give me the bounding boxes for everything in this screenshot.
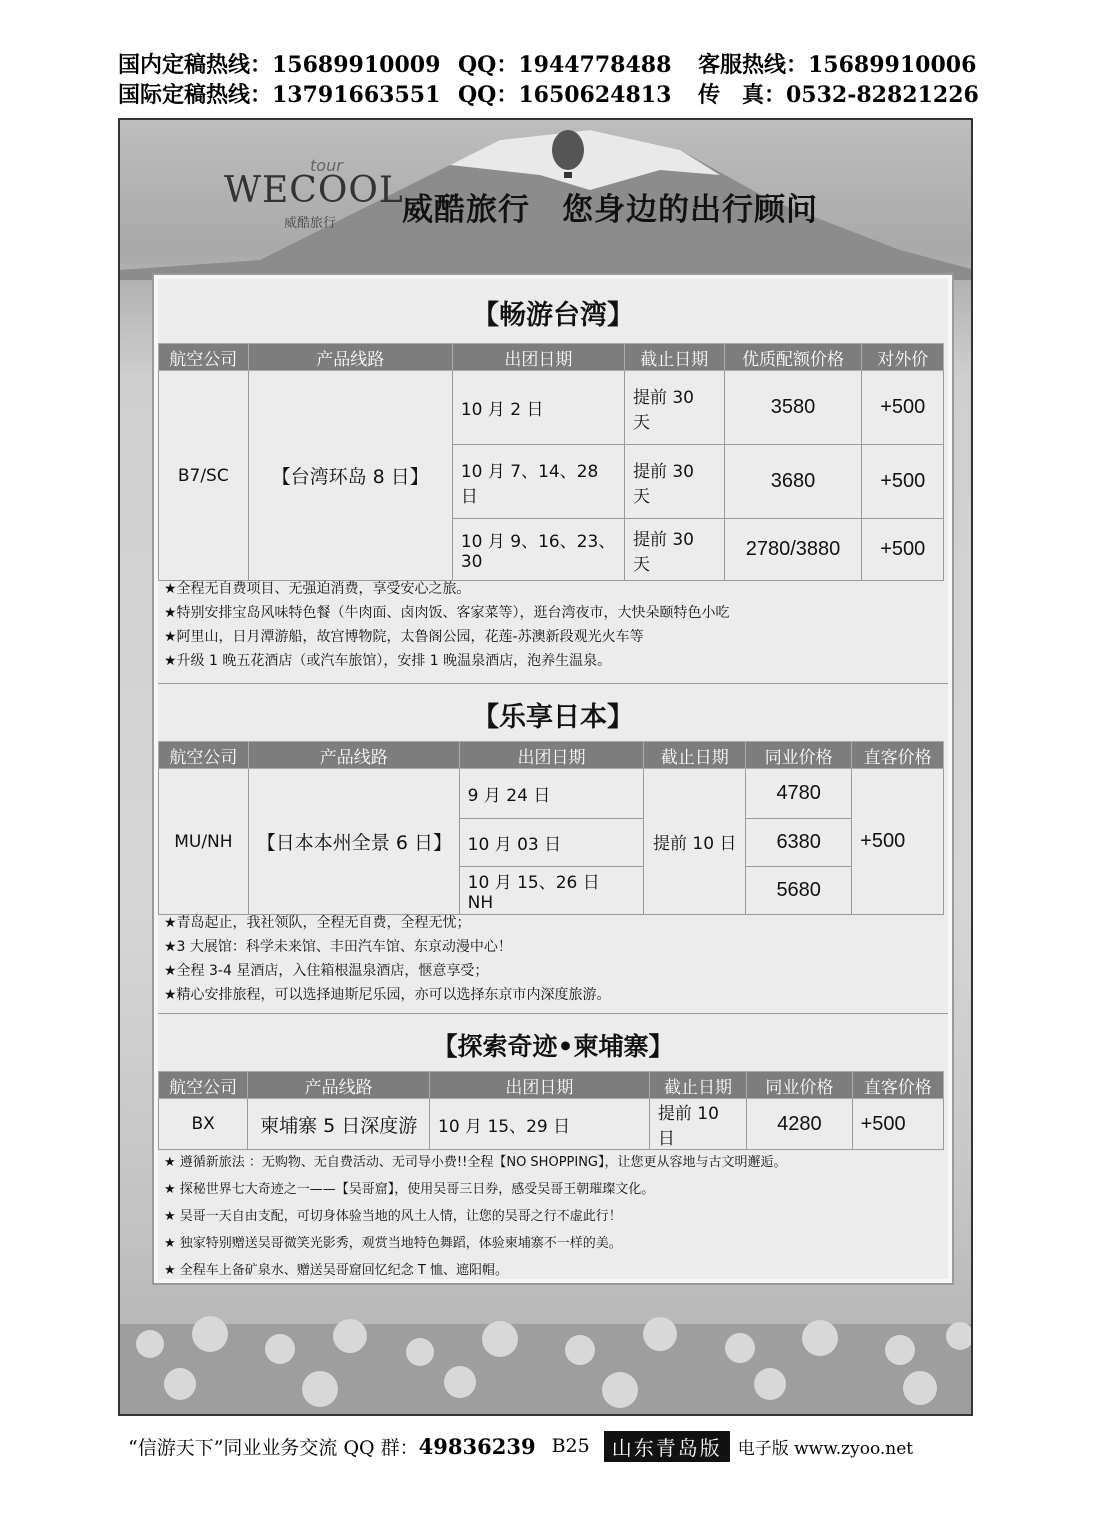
list-item: ★升级 1 晚五花酒店（或汽车旅馆），安排 1 晚温泉酒店，泡养生温泉。 (164, 653, 612, 669)
price-cell: 3680 (724, 445, 862, 519)
taiwan-route: 【台湾环岛 8 日】 (248, 371, 452, 581)
list-item: ★全程无自费项目、无强迫消费，享受安心之旅。 (164, 581, 471, 597)
price-cell: 2780/3880 (724, 519, 862, 581)
page-number: B25 (551, 1435, 590, 1457)
table-row (159, 769, 944, 819)
fax-number: 传 真：0532-82821226 (698, 82, 979, 108)
list-item: ★青岛起止，我社领队，全程无自费，全程无忧； (164, 915, 471, 931)
date-cell: 10 月 7、14、28 日 (452, 445, 624, 519)
list-item: ★特别安排宝岛风味特色餐（牛肉面、卤肉饭、客家菜等），逛台湾夜市，大快朵颐特色小吃 (164, 605, 730, 621)
divider (158, 1013, 948, 1014)
th-price: 同业价格 (747, 1072, 852, 1099)
taiwan-airline: B7/SC (159, 371, 249, 581)
th-price: 优质配额价格 (724, 344, 862, 371)
list-item: ★精心安排旅程，可以选择迪斯尼乐园，亦可以选择东京市内深度旅游。 (164, 987, 611, 1003)
international-qq: QQ：1650624813 (458, 82, 672, 108)
th-extra: 对外价 (862, 344, 944, 371)
th-extra: 直客价格 (852, 742, 944, 769)
footer-qq: 49836239 (418, 1433, 536, 1459)
th-price: 同业价格 (746, 742, 852, 769)
list-item: ★全程 3-4 星酒店，入住箱根温泉酒店，惬意享受； (164, 963, 489, 979)
divider (158, 683, 948, 684)
th-airline: 航空公司 (159, 344, 249, 371)
deadline-cell: 提前 30 天 (624, 445, 724, 519)
footer-prefix: “信游天下”同业业务交流 QQ 群： (128, 1436, 419, 1459)
th-deadline: 截止日期 (649, 1072, 746, 1099)
cambodia-header-row (159, 1072, 944, 1099)
date-cell: 10 月 9、16、23、30 (452, 519, 624, 581)
date-cell: 10 月 03 日 (459, 819, 644, 867)
th-date: 出团日期 (452, 344, 624, 371)
th-deadline: 截止日期 (644, 742, 746, 769)
advert-frame (118, 118, 973, 1416)
th-route: 产品线路 (248, 1072, 430, 1099)
taiwan-table (158, 343, 944, 581)
extra-cell: +500 (862, 371, 944, 445)
extra-cell: +500 (862, 445, 944, 519)
footer (128, 1430, 978, 1462)
extra-cell: +500 (852, 769, 944, 915)
hotlines-header (118, 50, 978, 110)
price-cell: 3580 (724, 371, 862, 445)
list-item: ★ 全程车上备矿泉水、赠送吴哥窟回忆纪念 T 恤、遮阳帽。 (164, 1263, 508, 1278)
taiwan-features (164, 577, 730, 673)
cambodia-route: 柬埔寨 5 日深度游 (248, 1099, 430, 1150)
edition-badge: 山东青岛版 (604, 1431, 730, 1462)
deadline-cell: 提前 10 日 (649, 1099, 746, 1150)
flower-field-illustration (120, 1264, 973, 1414)
table-row (159, 371, 944, 445)
th-extra: 直客价格 (852, 1072, 943, 1099)
deadline-cell: 提前 30 天 (624, 371, 724, 445)
international-hotline: 国际定稿热线：13791663551 (118, 82, 441, 108)
th-date: 出团日期 (459, 742, 644, 769)
date-cell: 10 月 15、29 日 (430, 1099, 650, 1150)
price-cell: 5680 (746, 867, 852, 915)
th-route: 产品线路 (248, 742, 459, 769)
extra-cell: +500 (852, 1099, 943, 1150)
logo-text: WECOOL (224, 170, 404, 211)
taiwan-header-row (159, 344, 944, 371)
content-panel (154, 275, 952, 1283)
list-item: ★ 吴哥一天自由支配，可切身体验当地的风土人情，让您的吴哥之行不虚此行！ (164, 1209, 622, 1224)
date-cell: 9 月 24 日 (459, 769, 644, 819)
th-airline: 航空公司 (159, 742, 249, 769)
taiwan-title: 【畅游台湾】 (472, 300, 634, 331)
domestic-qq: QQ：1944778488 (458, 52, 672, 78)
cambodia-airline: BX (159, 1099, 248, 1150)
list-item: ★3 大展馆：科学未来馆、丰田汽车馆、东京动漫中心！ (164, 939, 512, 955)
date-cell: 10 月 2 日 (452, 371, 624, 445)
table-row (159, 1099, 944, 1150)
hotline-row-1 (118, 50, 978, 80)
japan-title: 【乐享日本】 (472, 702, 634, 733)
deadline-cell: 提前 30 天 (624, 519, 724, 581)
extra-cell: +500 (862, 519, 944, 581)
logo-subtitle: 威酷旅行 (284, 216, 337, 231)
japan-route: 【日本本州全景 6 日】 (248, 769, 459, 915)
wecool-logo (224, 156, 404, 231)
price-cell: 6380 (746, 819, 852, 867)
th-airline: 航空公司 (159, 1072, 248, 1099)
slogan: 威酷旅行 您身边的出行顾问 (402, 192, 818, 228)
japan-features (164, 911, 611, 1007)
japan-table (158, 741, 944, 915)
price-cell: 4780 (746, 769, 852, 819)
balloon-icon (552, 130, 584, 170)
hotline-row-2 (118, 80, 978, 110)
cambodia-title: 【探索奇迹•柬埔寨】 (432, 1032, 674, 1061)
th-deadline: 截止日期 (624, 344, 724, 371)
footer-url: 电子版 www.zyoo.net (737, 1438, 914, 1459)
japan-header-row (159, 742, 944, 769)
list-item: ★ 探秘世界七大奇迹之一——【吴哥窟】，使用吴哥三日券，感受吴哥王朝璀璨文化。 (164, 1182, 655, 1197)
deadline-cell: 提前 10 日 (644, 769, 746, 915)
list-item: ★阿里山，日月潭游船，故宫博物院，太鲁阁公园，花莲-苏澳新段观光火车等 (164, 629, 644, 645)
logo-tour: tour (310, 156, 343, 175)
th-route: 产品线路 (248, 344, 452, 371)
japan-airline: MU/NH (159, 769, 249, 915)
list-item: ★ 遵循新旅法 ：无购物、无自费活动、无司导小费!!全程【NO SHOPPING】，让您更从容地与古文明邂逅。 (164, 1155, 787, 1170)
date-cell: 10 月 15、26 日 NH (459, 867, 644, 915)
service-hotline: 客服热线：15689910006 (698, 52, 977, 78)
domestic-hotline: 国内定稿热线：15689910009 (118, 52, 441, 78)
cambodia-table (158, 1071, 944, 1150)
list-item: ★ 独家特别赠送吴哥微笑光影秀，观赏当地特色舞蹈，体验柬埔寨不一样的美。 (164, 1236, 622, 1251)
th-date: 出团日期 (430, 1072, 650, 1099)
price-cell: 4280 (747, 1099, 852, 1150)
